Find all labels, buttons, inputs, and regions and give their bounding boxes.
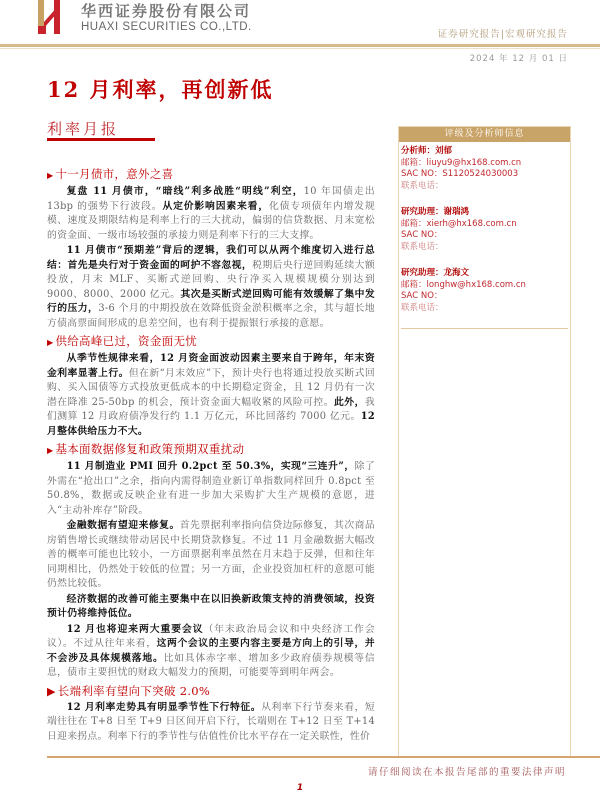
company-name-en: HUAXI SECURITIES CO.,LTD. <box>81 21 252 33</box>
body-text: 10 年国债走出 13bp 的强势下行波段。 <box>47 186 375 212</box>
section-heading-text: 长端利率有望向下突破 2.0% <box>57 683 211 698</box>
analyst-name: 分析师：刘郁 <box>401 146 453 156</box>
analyst-email: 邮箱：xierh@hx168.com.cn <box>401 218 517 229</box>
paragraph <box>47 460 375 518</box>
section-heading <box>47 684 375 699</box>
bold-text: 从定价影响因素来看， <box>162 200 269 212</box>
body-text: 我们测算 12 月政府债净发行约 1.1 万亿元，环比回落约 7000 亿元。 <box>47 396 375 422</box>
analyst-email: 邮箱：longhw@hx168.com.cn <box>401 279 526 290</box>
subtitle-underline <box>47 138 155 141</box>
report-type: 证券研究报告|宏观研究报告 <box>437 29 568 40</box>
analyst-entry <box>399 203 570 253</box>
body-text: 从利率下行节奏来看，短端往往在 T+8 日至 T+9 日区间开启下行，长端则在 T+12 日至 T+14 日迎来拐点。利率下行的季节性与估值性价比水平存在一定关联性，性价 <box>47 701 375 742</box>
bold-text: 这两个会议的主要内容主要是方向上的引导，并不会涉及具体规模落地。 <box>47 638 375 664</box>
analyst-phone: 联系电话： <box>401 180 444 191</box>
bold-text: 12 月也将迎来两大重要会议 <box>66 623 204 635</box>
page-number: 1 <box>296 783 304 793</box>
paragraph <box>47 701 375 745</box>
header-divider-thin <box>0 48 600 49</box>
analyst-sac-no: SAC NO： <box>401 230 443 240</box>
page-title: 12 月利率，再创新低 <box>47 77 274 102</box>
paragraph <box>47 185 375 243</box>
paragraph <box>47 352 375 439</box>
analyst-panel-header: 评级及分析师信息 <box>399 127 570 142</box>
bold-text: 此外， <box>333 396 365 408</box>
paragraph <box>47 244 375 331</box>
triangle-bullet-icon: ▶ <box>47 171 54 180</box>
analyst-name: 研究助理：龙海文 <box>401 268 470 278</box>
bold-text: 其次是买断式逆回购可能有效缓解了集中发行的压力， <box>47 288 375 314</box>
section-heading-text: 供给高峰已过，资金面无忧 <box>55 334 198 348</box>
bold-text: 12 月整体供给压力不大。 <box>47 411 375 437</box>
bold-text: 复盘 11 月债市，“暗线”利多战胜“明线”利空， <box>66 186 304 197</box>
footer-divider <box>47 756 600 758</box>
section-heading-text: 基本面数据修复和政策预期双重扰动 <box>55 442 245 456</box>
bold-text: 金融数据有望迎来修复。 <box>66 520 180 531</box>
analyst-email: 邮箱：liuyu9@hx168.com.cn <box>401 157 522 168</box>
company-logo <box>34 0 264 44</box>
report-date: 2024 年 12 月 01 日 <box>469 54 568 64</box>
section-heading <box>47 334 375 350</box>
footer-disclaimer: 请仔细阅读在本报告尾部的重要法律声明 <box>367 767 566 778</box>
bold-text: 从季节性规律来看，12 月资金面波动因素主要来自于跨年，年末资金利率显著上行。 <box>47 353 375 379</box>
section-heading-text: 十一月债市，意外之喜 <box>55 167 174 181</box>
body-text: （年末政治局会议和中央经济工作会议）。不过从往年来看， <box>47 623 375 649</box>
bold-text: 11 月制造业 PMI 回升 0.2pct 至 50.3%，实现“三连升”， <box>66 461 355 472</box>
huaxi-logo-icon <box>38 0 62 34</box>
body-text: 税期后央行逆回购延续大额投放，月末 MLF、买断式逆回购、央行净买入规模规模分别达到 9000、8000、2000 亿元。 <box>47 259 375 300</box>
section-heading <box>47 167 375 183</box>
body-text: 化债专项债年内增发规模、速度及期限结构是利率上行的三大扰动，偏弱的信贷数据、月末宽松的资金面、一级市场较强的承接力则是利率下行的三大支撑。 <box>47 200 376 241</box>
bold-text: 11 月债市“预期差”背后的逻辑，我们可以从两个维度切入进行总结：首先是央行对于资金面的呵护不容忽视， <box>47 245 375 271</box>
section-heading <box>47 442 375 458</box>
analyst-phone: 联系电话： <box>401 241 444 252</box>
report-body <box>47 164 375 745</box>
paragraph <box>47 593 375 622</box>
header-divider <box>0 44 600 47</box>
triangle-bullet-icon: ▶ <box>47 446 54 455</box>
analyst-name: 研究助理：谢瑞鸿 <box>401 207 470 217</box>
analyst-phone: 联系电话： <box>401 302 444 313</box>
body-text: 首先票据利率指向信贷边际修复，其次商品房销售增长或继续带动居民中长期贷款修复。不过 11 月金融数据大幅改善的概率可能也比较小，一方面票据利率虽然在月末趋于反弹，但和往年同期相比，仍然处于较低的位置；另一方面，企业投资加杠杆的意愿可能仍然比较低。 <box>47 520 375 589</box>
paragraph <box>47 519 375 592</box>
body-text: 除了外需在“抢出口”之余，指向内需得制造业新订单指数同样回升 0.8pct 至 50.8%，数据或反映企业有进一步加大采购扩大生产规模的意愿，进入“主动补库存”阶段。 <box>47 461 375 516</box>
analyst-entry <box>399 142 570 192</box>
analyst-sac-no: SAC NO： <box>401 291 443 301</box>
analyst-info-panel <box>398 126 571 756</box>
triangle-bullet-icon: ▶ <box>47 684 56 698</box>
analyst-sac-no: SAC NO：S1120524030003 <box>401 169 519 179</box>
body-text: 3-6 个月的中期投放在效降低资金淤积概率之余，其与超长地方债高票面间形成的息差空间，也有利于提振银行承接的意愿。 <box>47 303 376 329</box>
panel-divider <box>401 328 568 329</box>
triangle-bullet-icon: ▶ <box>47 338 54 347</box>
bold-text: 12 月利率走势具有明显季节性下行特征。 <box>66 701 262 713</box>
report-subtitle: 利率月报 <box>47 120 120 138</box>
analyst-entry <box>399 264 570 314</box>
body-text: 但在新“月末效应”下，预计央行也将通过投放买断式回购、买入国债等方式投放更低成本的中长期稳定资金，且 12 月仍有一次潜在降准 25-50bp 的机会，预计资金面大幅收紧的风险可控。 <box>47 367 375 408</box>
bold-text: 经济数据的改善可能主要集中在以旧换新政策支持的消费领域，投资预计仍将维持低位。 <box>47 593 375 619</box>
company-name-cn: 华西证券股份有限公司 <box>81 2 252 20</box>
paragraph <box>47 623 375 681</box>
body-text: 比如具体赤字率、增加多少政府债券规模等信息，债市主要担忧的财政大幅发力的预期，可能要等到明年两会。 <box>47 652 375 678</box>
